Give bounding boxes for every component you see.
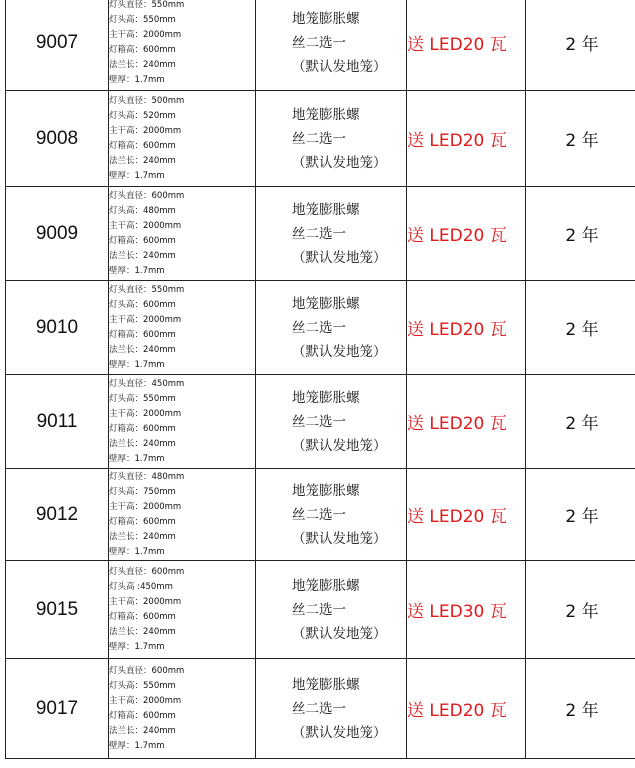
anchor-option-cell [256, 659, 407, 759]
model-number: 9008 [35, 127, 79, 149]
lamp-box-height: 灯箱高：600mm [109, 516, 176, 527]
anchor-option-line-2: 丝二选一 [292, 413, 346, 430]
dimensions-cell [109, 659, 256, 759]
model-number: 9017 [35, 697, 79, 719]
anchor-option-default-note: （默认发地笼） [292, 58, 387, 75]
model-number: 9012 [35, 503, 79, 525]
warranty-text: 2 年 [565, 507, 599, 527]
dimensions-cell [109, 375, 256, 469]
anchor-option-line-1: 地笼膨胀螺 [292, 10, 360, 27]
dimensions-cell [109, 91, 256, 187]
warranty-text: 2 年 [565, 414, 599, 434]
lamp-box-height: 灯箱高：600mm [109, 44, 176, 55]
wall-thickness: 壁厚：1.7mm [109, 359, 165, 370]
lamp-head-height: 灯头高：550mm [109, 14, 176, 25]
gift-led-text: 送 LED20 瓦 [407, 414, 507, 434]
wall-thickness: 壁厚：1.7mm [109, 453, 165, 464]
flange-length: 法兰长：240mm [109, 531, 176, 542]
anchor-option-line-2: 丝二选一 [292, 700, 346, 717]
warranty-text: 2 年 [565, 320, 599, 340]
anchor-option-line-2: 丝二选一 [292, 130, 346, 147]
gift-cell [407, 375, 526, 469]
anchor-option-default-note: （默认发地笼） [292, 625, 387, 642]
flange-length: 法兰长：240mm [109, 725, 176, 736]
anchor-option-line-2: 丝二选一 [292, 319, 346, 336]
gift-cell [407, 187, 526, 281]
gift-led-text: 送 LED20 瓦 [407, 507, 507, 527]
anchor-option-cell [256, 281, 407, 375]
gift-cell [407, 659, 526, 759]
table-row [6, 0, 635, 91]
model-number: 9015 [35, 598, 79, 620]
flange-length: 法兰长：240mm [109, 344, 176, 355]
anchor-option-line-1: 地笼膨胀螺 [292, 389, 360, 406]
flange-length: 法兰长：240mm [109, 155, 176, 166]
trunk-height: 主干高：2000mm [109, 408, 182, 419]
model-number: 9011 [36, 410, 78, 432]
model-number-cell [6, 0, 109, 91]
anchor-option-line-1: 地笼膨胀螺 [292, 482, 360, 499]
gift-led-text: 送 LED20 瓦 [407, 226, 507, 246]
table-row [6, 659, 635, 759]
dimensions-cell [109, 281, 256, 375]
model-number-cell [6, 91, 109, 187]
lamp-head-diameter: 灯头直径：550mm [109, 284, 185, 295]
warranty-cell [526, 375, 635, 469]
gift-cell [407, 0, 526, 91]
lamp-box-height: 灯箱高：600mm [109, 710, 176, 721]
table-row [6, 469, 635, 561]
anchor-option-default-note: （默认发地笼） [292, 343, 387, 360]
gift-cell [407, 561, 526, 659]
model-number-cell [6, 187, 109, 281]
trunk-height: 主干高：2000mm [109, 695, 182, 706]
wall-thickness: 壁厚：1.7mm [109, 546, 165, 557]
gift-led-text: 送 LED20 瓦 [407, 320, 507, 340]
wall-thickness: 壁厚：1.7mm [109, 74, 165, 85]
warranty-cell [526, 469, 635, 561]
lamp-head-diameter: 灯头直径：500mm [109, 95, 185, 106]
lamp-box-height: 灯箱高：600mm [109, 235, 176, 246]
product-spec-table [5, 0, 635, 759]
anchor-option-line-1: 地笼膨胀螺 [292, 577, 360, 594]
gift-cell [407, 281, 526, 375]
spec-table-body [6, 0, 635, 759]
model-number-cell [6, 561, 109, 659]
lamp-head-height: 灯头高 :450mm [109, 581, 173, 592]
warranty-cell [526, 561, 635, 659]
warranty-text: 2 年 [565, 35, 599, 55]
table-row [6, 281, 635, 375]
warranty-cell [526, 659, 635, 759]
anchor-option-cell [256, 561, 407, 659]
lamp-head-height: 灯头高：750mm [109, 486, 176, 497]
model-number-cell [6, 659, 109, 759]
lamp-head-diameter: 灯头直径：450mm [109, 378, 185, 389]
gift-cell [407, 469, 526, 561]
lamp-head-diameter: 灯头直径：600mm [109, 190, 185, 201]
lamp-head-height: 灯头高：600mm [109, 299, 176, 310]
anchor-option-default-note: （默认发地笼） [292, 249, 387, 266]
anchor-option-cell [256, 91, 407, 187]
anchor-option-cell [256, 375, 407, 469]
flange-length: 法兰长：240mm [109, 59, 176, 70]
lamp-head-diameter: 灯头直径：480mm [109, 471, 185, 482]
dimensions-cell [109, 0, 256, 91]
warranty-text: 2 年 [565, 602, 599, 622]
lamp-box-height: 灯箱高：600mm [109, 140, 176, 151]
trunk-height: 主干高：2000mm [109, 125, 182, 136]
lamp-box-height: 灯箱高：600mm [109, 611, 176, 622]
lamp-box-height: 灯箱高：600mm [109, 423, 176, 434]
gift-led-text: 送 LED20 瓦 [407, 131, 507, 151]
anchor-option-line-2: 丝二选一 [292, 225, 346, 242]
model-number: 9007 [35, 31, 79, 53]
trunk-height: 主干高：2000mm [109, 314, 182, 325]
warranty-text: 2 年 [565, 131, 599, 151]
anchor-option-default-note: （默认发地笼） [292, 724, 387, 741]
table-row [6, 375, 635, 469]
wall-thickness: 壁厚：1.7mm [109, 740, 165, 751]
trunk-height: 主干高：2000mm [109, 220, 182, 231]
model-number-cell [6, 281, 109, 375]
wall-thickness: 壁厚：1.7mm [109, 170, 165, 181]
lamp-head-diameter: 灯头直径：600mm [109, 566, 185, 577]
wall-thickness: 壁厚：1.7mm [109, 641, 165, 652]
warranty-text: 2 年 [565, 226, 599, 246]
anchor-option-cell [256, 469, 407, 561]
anchor-option-line-2: 丝二选一 [292, 506, 346, 523]
flange-length: 法兰长：240mm [109, 250, 176, 261]
model-number-cell [6, 375, 109, 469]
anchor-option-line-1: 地笼膨胀螺 [292, 106, 360, 123]
warranty-cell [526, 281, 635, 375]
lamp-head-height: 灯头高：520mm [109, 110, 176, 121]
model-number: 9009 [35, 222, 79, 244]
flange-length: 法兰长：240mm [109, 438, 176, 449]
anchor-option-line-1: 地笼膨胀螺 [292, 201, 360, 218]
trunk-height: 主干高：2000mm [109, 501, 182, 512]
anchor-option-line-1: 地笼膨胀螺 [292, 295, 360, 312]
anchor-option-line-2: 丝二选一 [292, 601, 346, 618]
lamp-head-diameter: 灯头直径：600mm [109, 665, 185, 676]
warranty-cell [526, 91, 635, 187]
warranty-cell [526, 0, 635, 91]
dimensions-cell [109, 561, 256, 659]
anchor-option-default-note: （默认发地笼） [292, 154, 387, 171]
lamp-head-height: 灯头高：550mm [109, 393, 176, 404]
trunk-height: 主干高：2000mm [109, 596, 182, 607]
anchor-option-line-1: 地笼膨胀螺 [292, 676, 360, 693]
table-row [6, 561, 635, 659]
anchor-option-cell [256, 0, 407, 91]
model-number-cell [6, 469, 109, 561]
dimensions-cell [109, 469, 256, 561]
flange-length: 法兰长：240mm [109, 626, 176, 637]
model-number: 9010 [35, 316, 79, 338]
lamp-head-diameter: 灯头直径：550mm [109, 0, 185, 10]
anchor-option-default-note: （默认发地笼） [292, 437, 387, 454]
gift-led-text: 送 LED20 瓦 [407, 701, 507, 721]
table-row [6, 91, 635, 187]
lamp-box-height: 灯箱高：600mm [109, 329, 176, 340]
anchor-option-cell [256, 187, 407, 281]
lamp-head-height: 灯头高：480mm [109, 205, 176, 216]
table-row [6, 187, 635, 281]
dimensions-cell [109, 187, 256, 281]
trunk-height: 主干高：2000mm [109, 29, 182, 40]
gift-led-text: 送 LED30 瓦 [407, 602, 507, 622]
anchor-option-default-note: （默认发地笼） [292, 530, 387, 547]
warranty-text: 2 年 [565, 701, 599, 721]
gift-led-text: 送 LED20 瓦 [407, 35, 507, 55]
warranty-cell [526, 187, 635, 281]
wall-thickness: 壁厚：1.7mm [109, 265, 165, 276]
gift-cell [407, 91, 526, 187]
anchor-option-line-2: 丝二选一 [292, 34, 346, 51]
lamp-head-height: 灯头高：550mm [109, 680, 176, 691]
